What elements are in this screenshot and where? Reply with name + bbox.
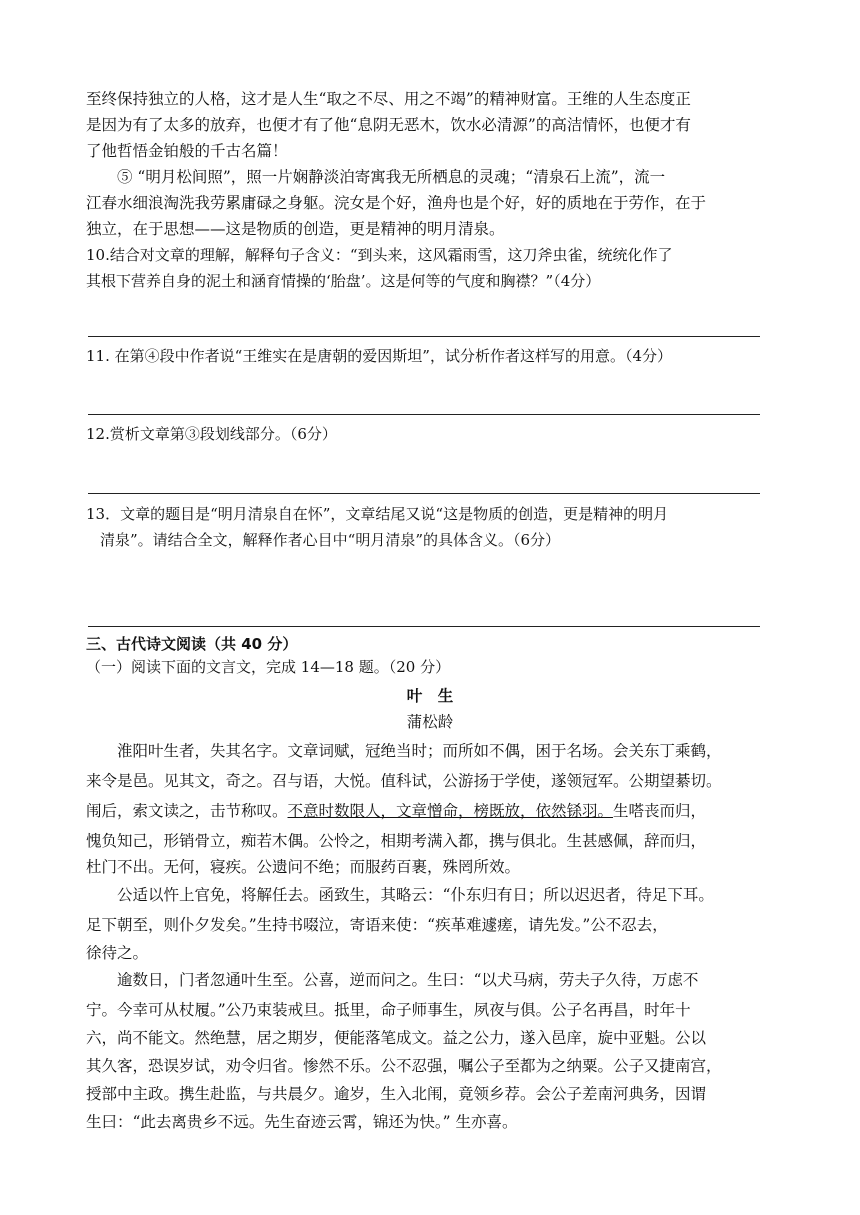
text-line: 足下朝至，则仆夕发矣。”生持书啜泣，寄语来使：“疾革难遽瘥，请先发。”公不忍去， <box>86 916 668 934</box>
passage-line: 江春水细浪淘洗我劳累庸碌之身躯。浣女是个好，渔舟也是个好，好的质地在于劳作，在于 <box>86 194 707 212</box>
question-10: 10.结合对文章的理解，解释句子含义：“到头来，这风霜雨雪，这刀斧虫雀，统统化作了 <box>86 246 673 264</box>
passage-line: 是因为有了太多的放弃，也便才有了他“息阴无恶木，饮水必清源”的高洁情怀，也便才有 <box>86 116 691 134</box>
answer-line <box>88 626 760 627</box>
answer-line <box>88 336 760 337</box>
text-line: 生曰：“此去离贵乡不远。先生奋迹云霄，锦还为快。” 生亦喜。 <box>86 1113 518 1131</box>
question-12: 12.赏析文章第③段划线部分。（6分） <box>86 425 337 443</box>
text-line: 其久客，恐误岁试，劝令归省。惨然不乐。公不忍强，嘱公子至都为之纳粟。公子又捷南宫， <box>86 1057 722 1075</box>
text-line <box>86 796 776 826</box>
text-title: 叶 生 <box>406 687 454 705</box>
question-11: 11. 在第④段中作者说“王维实在是唐朝的爱因斯坦”，试分析作者这样写的用意。（4分） <box>86 347 673 365</box>
text-line: 杜门不出。无何，寝疾。公遗问不绝；而服药百裹，殊罔所效。 <box>86 858 521 876</box>
section-heading: 三、古代诗文阅读（共 40 分） <box>86 635 298 653</box>
passage-line: 至终保持独立的人格，这才是人生“取之不尽、用之不竭”的精神财富。王维的人生态度正 <box>86 90 691 108</box>
text-line: 授部中主政。携生赴监，与共晨夕。逾岁，生入北闱，竟领乡荐。会公子差南河典务，因谓 <box>86 1085 707 1103</box>
text-line: 逾数日，门者忽通叶生至。公喜，逆而问之。生曰：“以犬马病，劳夫子久待，万虑不 <box>117 971 699 989</box>
answer-line <box>88 414 760 415</box>
answer-line <box>88 493 760 494</box>
question-10-cont: 其根下营养自身的泥土和涵育情操的‘胎盘’。这是何等的气度和胸襟？”（4分） <box>86 272 601 290</box>
text-line: 淮阳叶生者，失其名字。文章词赋，冠绝当时；而所如不偶，困于名场。会关东丁乘鹤， <box>117 742 722 760</box>
text-segment: 生嗒丧而归， <box>613 802 707 820</box>
text-line: 来令是邑。见其文，奇之。召与语，大悦。值科试，公游扬于学使，遂领冠军。公期望綦切。 <box>86 772 722 790</box>
text-line: 公适以忤上官免，将解任去。函致生，其略云：“仆东归有日；所以迟迟者，待足下耳。 <box>117 886 714 904</box>
text-line: 六，尚不能文。然绝慧，居之期岁，便能落笔成文。益之公力，遂入邑庠，旋中亚魁。公以 <box>86 1029 707 1047</box>
underlined-sentence: 不意时数限人，文章憎命，榜既放，依然铩羽。 <box>287 802 614 820</box>
text-line: 徐待之。 <box>86 944 149 962</box>
section-subheading: （一）阅读下面的文言文，完成 14—18 题。（20 分） <box>86 658 451 676</box>
text-line: 愧负知己，形销骨立，痴若木偶。公怜之，相期考满入都，携与俱北。生甚感佩，辞而归， <box>86 832 707 850</box>
question-13-cont: 清泉”。请结合全文，解释作者心目中“明月清泉”的具体含义。（6分） <box>100 531 561 549</box>
text-author: 蒲松龄 <box>406 713 454 731</box>
passage-line: ⑤ “明月松间照”，照一片娴静淡泊寄寓我无所栖息的灵魂；“清泉石上流”，流一 <box>117 168 666 186</box>
text-segment: 闱后，索文读之，击节称叹。 <box>86 802 288 820</box>
question-13: 13．文章的题目是“明月清泉自在怀”，文章结尾又说“这是物质的创造，更是精神的明月 <box>86 505 669 523</box>
text-line: 宁。今幸可从杖履。”公乃束装戒旦。抵里，命子师事生，夙夜与俱。公子名再昌，时年十 <box>86 1001 691 1019</box>
passage-line: 独立，在于思想——这是物质的创造，更是精神的明月清泉。 <box>86 220 505 238</box>
passage-line: 了他哲悟金铂般的千古名篇！ <box>86 142 288 160</box>
